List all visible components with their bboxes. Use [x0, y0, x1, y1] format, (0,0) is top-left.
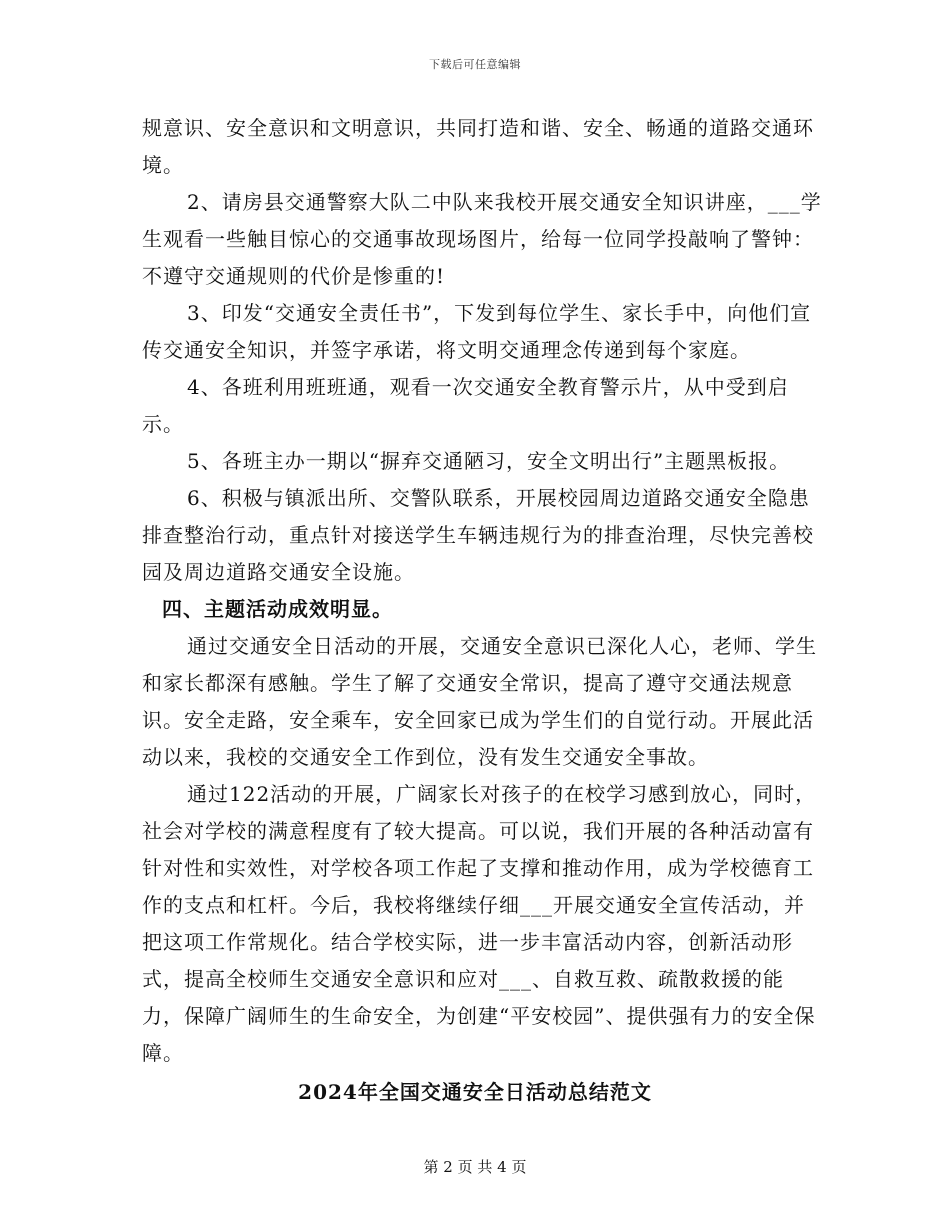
page-number-footer: 第 2 页 共 4 页: [423, 1158, 527, 1176]
intro-continuation-paragraph: 规意识、安全意识和文明意识，共同打造和谐、安全、畅通的道路交通环境。: [142, 116, 814, 177]
effect-paragraph-2: 通过122活动的开展，广阔家长对孩子的在校学习感到放心，同时，社会对学校的满意程度有了较大提高。可以说，我们开展的各种活动富有针对性和实效性，对学校各项工作起了支撑和推动作用，成为学校德育工作的支点和杠杆。今后，我校将继续仔细___开展交通安全宣传活动，并把这项工作常规化。结合学校实际，进一步丰富活动内容，创新活动形式，提高全校师生交通安全意识和应对___、自救互救、疏散救援的能力，保障广阔师生的生命安全，为创建“平安校园”、提供强有力的安全保障。: [142, 782, 817, 1065]
list-item-6: 6、积极与镇派出所、交警队联系，开展校园周边道路交通安全隐患排查整治行动，重点针对接送学生车辆违规行为的排查治理，尽快完善校园及周边道路交通安全设施。: [142, 486, 814, 584]
list-item-2: 2、请房县交通警察大队二中队来我校开展交通安全知识讲座，___学生观看一些触目惊心的交通事故现场图片，给每一位同学投敲响了警钟：不遵守交通规则的代价是惨重的!: [142, 190, 822, 288]
list-item-3: 3、印发“交通安全责任书”，下发到每位学生、家长手中，向他们宣传交通安全知识，并签字承诺，将文明交通理念传递到每个家庭。: [142, 301, 812, 362]
page-header-note: 下载后可任意编辑: [429, 58, 521, 71]
document-body: [142, 110, 822, 1072]
list-item-5: 5、各班主办一期以“摒弃交通陋习，安全文明出行”主题黑板报。: [187, 449, 791, 473]
effect-paragraph-1: 通过交通安全日活动的开展，交通安全意识已深化人心，老师、学生和家长都深有感触。学生了解了交通安全常识，提高了遵守交通法规意识。安全走路，安全乘车，安全回家已成为学生们的自觉行动。开展此活动以来，我校的交通安全工作到位，没有发生交通安全事故。: [142, 634, 817, 769]
document-title: 2024年全国交通安全日活动总结范文: [298, 1080, 652, 1104]
section-heading-4: 四、主题活动成效明显。: [162, 597, 393, 621]
list-item-4: 4、各班利用班班通，观看一次交通安全教育警示片，从中受到启示。: [142, 375, 789, 436]
